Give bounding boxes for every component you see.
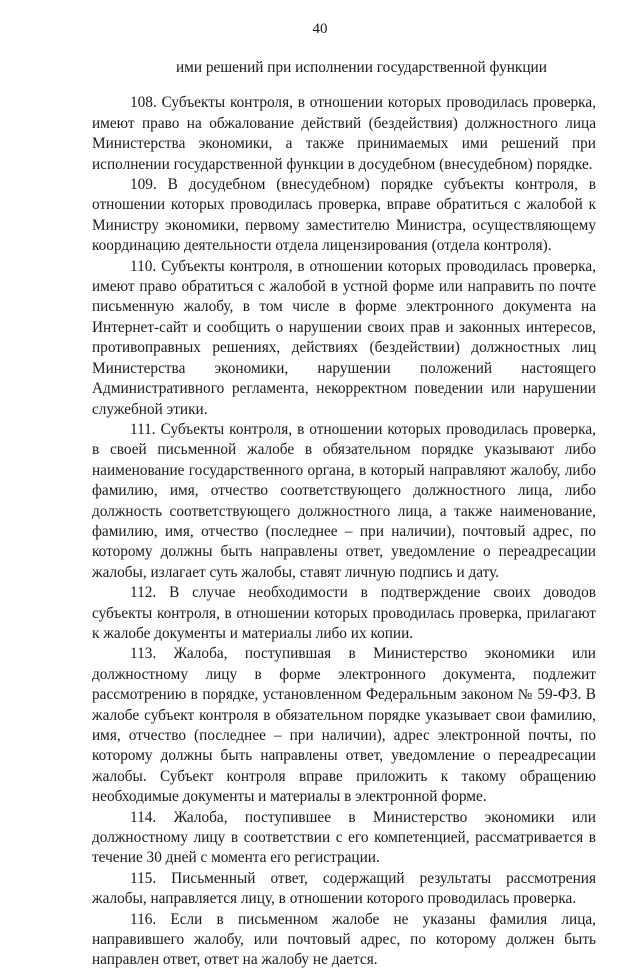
document-body xyxy=(92,58,596,971)
continuation-line: ими решений при исполнении государственной функции xyxy=(176,59,547,76)
paragraph-116: 116. Если в письменном жалобе не указаны фамилия лица, направившего жалобу, или почтовый адрес, по которому должен быть направлен ответ, ответ на жалобу не дается. xyxy=(92,910,596,969)
paragraph-109: 109. В досудебном (внесудебном) порядке субъекты контроля, в отношении которых проводилась проверка, вправе обратиться с жалобой к Министру экономики, первому заместителю Министра, осуществляющему координацию деятельности отдела лицензирования (отдела контроля). xyxy=(92,176,596,255)
paragraph-111: 111. Субъекты контроля, в отношении которых проводилась проверка, в своей письменной жалобе в обязательном порядке указывают либо наименование государственного органа, в который направляют жалобу, либо фамилию, имя, отчество соответствующего должностного лица, либо должность соответствующего должностного лица, а также наименование, фамилию, имя, отчество (последнее – при наличии), почтовый адрес, по которому должны быть направлены ответ, уведомление о переадресации жалобы, излагает суть жалобы, ставят личную подпись и дату. xyxy=(92,420,596,581)
paragraph-114: 114. Жалоба, поступившее в Министерство экономики или должностному лицу в соответствии с его компетенцией, рассматривается в течение 30 дней с момента его регистрации. xyxy=(92,808,596,867)
paragraph-112: 112. В случае необходимости в подтверждение своих доводов субъекты контроля, в отношении которых проводилась проверка, прилагают к жалобе документы и материалы либо их копии. xyxy=(92,584,596,642)
paragraph-108: 108. Субъекты контроля, в отношении которых проводилась проверка, имеют право на обжалование действий (бездействия) должностного лица Министерства экономики, а также принимаемых ими решений при исполнении государственной функции в досудебном (внесудебном) порядке. xyxy=(92,94,596,173)
paragraph-115: 115. Письменный ответ, содержащий результаты рассмотрения жалобы, направляется лицу, в отношении которого проводилась проверка. xyxy=(92,869,596,908)
paragraph-113: 113. Жалоба, поступившая в Министерство экономики или должностному лицу в форме электронного документа, подлежит рассмотрению в порядке, установленном Федеральным законом № 59-ФЗ. В жалобе субъект контроля в обязательном порядке указывает свои фамилию, имя, отчество (последнее – при наличии), адрес электронной почты, по которому должны быть направлены ответ, уведомление о переадресации жалобы. Субъект контроля вправе приложить к такому обращению необходимые документы и материалы в электронной форме. xyxy=(92,645,596,806)
page-number: 40 xyxy=(312,21,328,37)
paragraph-110: 110. Субъекты контроля, в отношении которых проводилась проверка, имеют право обратиться с жалобой в устной форме или направить по почте письменную жалобу, в том числе в форме электронного документа на Интернет-сайт и сообщить о нарушении своих прав и законных интересов, противоправных решениях, действиях (бездействии) должностных лиц Министерства экономики, нарушении положений настоящего Административного регламента, некорректном поведении или нарушении служебной этики. xyxy=(92,257,596,418)
